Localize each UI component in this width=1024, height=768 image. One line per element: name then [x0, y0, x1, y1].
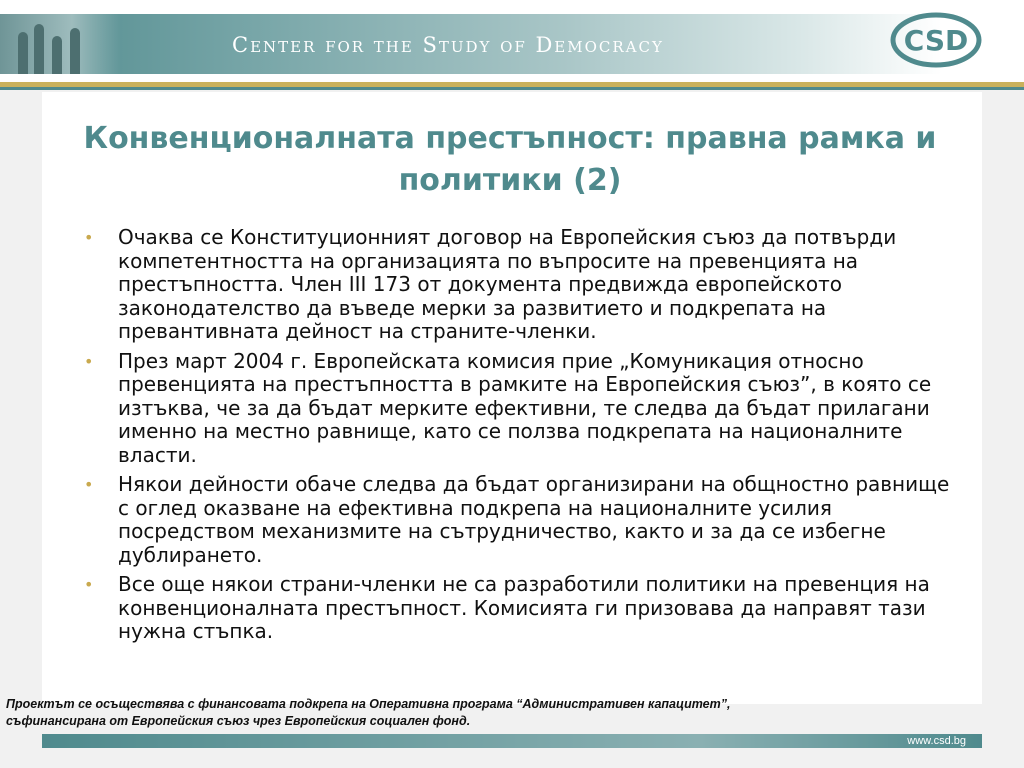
- funding-note: [6, 696, 966, 730]
- funding-note-line-1: Проектът се осъществява с финансовата подкрепа на Оперативна програма “Административен капацитет”,: [6, 697, 731, 711]
- header-divider-teal: [0, 87, 1024, 90]
- bullet-icon: •: [84, 351, 94, 371]
- bullet-icon: •: [84, 575, 94, 594]
- bullet-text: Някои дейности обаче следва да бъдат организирани на общностно равнище с оглед оказване на ефективна подкрепа на националните усилия посредством механизмите на сътрудничество, както и за да се избегне дублирането.: [118, 472, 950, 567]
- website-link[interactable]: www.csd.bg: [907, 735, 966, 747]
- header-photo: [0, 14, 120, 74]
- bullet-item: [80, 226, 950, 344]
- logo-text: CSD: [903, 24, 969, 57]
- bullet-icon: •: [84, 475, 94, 494]
- org-name: Center for the Study of Democracy: [232, 33, 664, 57]
- bullet-list: [80, 226, 950, 650]
- bullet-text: През март 2004 г. Европейската комисия прие „Комуникация относно превенцията на престъпността в рамките на Европейския съюз”, в която се изтъква, че за да бъдат мерките ефективни, те следва да бъдат прилагани именно на местно равнище, като се ползва подкрепата на националните власти.: [118, 348, 932, 467]
- bullet-item: [80, 573, 950, 644]
- csd-logo: [890, 12, 982, 68]
- slide-title: Конвенционалната престъпност: правна рамка и политики (2): [83, 121, 937, 198]
- bullet-text: Все още някои страни-членки не са разработили политики на превенция на конвенционалната престъпност. Комисията ги призовава да направят тази нужна стъпка.: [118, 572, 930, 643]
- bullet-item: [80, 473, 950, 567]
- bullet-item: [80, 350, 950, 468]
- header: [0, 0, 1024, 88]
- bullet-icon: •: [84, 228, 94, 247]
- footer-bar: [42, 734, 982, 748]
- funding-note-line-2: съфинансирана от Европейския съюз чрез Европейския социален фонд.: [6, 714, 471, 728]
- bullet-text: Очаква се Конституционният договор на Европейския съюз да потвърди компетентността на организацията по въпросите на превенцията на престъпността. Член III 173 от документа предвижда европейското законодателство да въведе мерки за развитието и подкрепата на превантивната дейност на страните-членки.: [118, 225, 897, 343]
